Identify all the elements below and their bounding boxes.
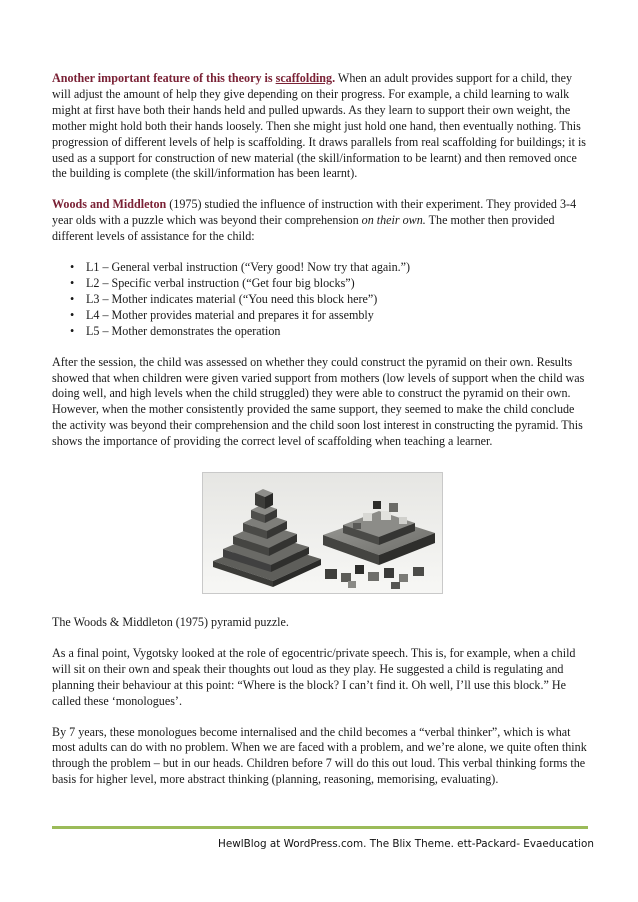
- level-text: L4 – Mother provides material and prepares it for assembly: [86, 307, 374, 322]
- assistance-levels-list: [52, 260, 592, 340]
- list-item: [70, 307, 592, 324]
- level-text: L1 – General verbal instruction (“Very good! Now try that again.”): [86, 260, 411, 275]
- list-item: [70, 291, 592, 308]
- bullet-icon: •: [70, 260, 75, 275]
- pyramid-puzzle-photo: [202, 472, 443, 594]
- verbal-thinker-paragraph: By 7 years, these monologues become internalised and the child becomes a “verbal thinker”, which is what most adults can do with no problem. When we are faced with a problem, and we’re alone, we quite often think through the problem – but in our heads. Children before 7 will do this out loud. This verbal thinking forms the basis for higher level, more abstract thinking (planning, reasoning, memorising, evaluating).: [52, 724, 587, 787]
- list-item: [70, 260, 592, 276]
- figure-container: [52, 472, 592, 594]
- woods-middleton-text-a: (1975) studied the influence of instruction with their experiment. They provided 3-4 year olds with a puzzle which was beyond their comprehension: [52, 197, 577, 228]
- level-text: L3 – Mother indicates material (“You need this block here”): [86, 291, 378, 306]
- level-text: L2 – Specific verbal instruction (“Get four big blocks”): [86, 275, 355, 290]
- bullet-icon: •: [70, 323, 75, 338]
- scaffolding-lead: Another important feature of this theory is: [52, 71, 276, 85]
- woods-middleton-emphasis: on their own.: [361, 213, 426, 228]
- results-paragraph: After the session, the child was assessed on whether they could construct the pyramid on their own. Results showed that when children were given varied support from mothers (low levels of support when the child was doing well, and high levels when the child struggled) they were able to construct the pyramid on their own. However, when the mother consistently provided the same support, they seemed to make the child conclude the activity was beyond their comprehension and the child soon lost interest in constructing the pyramid. This shows the importance of providing the correct level of scaffolding when teaching a learner.: [52, 354, 585, 449]
- bullet-icon: •: [70, 291, 75, 306]
- scaffolding-term: scaffolding: [275, 71, 333, 85]
- list-item: [70, 275, 592, 292]
- egocentric-speech-paragraph: As a final point, Vygotsky looked at the role of egocentric/private speech. This is, for example, when a child will sit on their own and speak their thoughts out loud as they play. He suggested a child is regulating and planning their behaviour at this point: “Where is the block? I can’t find it. Oh well, I’ll use this block.” He called these ‘monologues’.: [52, 645, 576, 708]
- bullet-icon: •: [70, 275, 75, 290]
- figure-caption: The Woods & Middleton (1975) pyramid puzzle.: [52, 615, 289, 630]
- woods-middleton-text-b: The mother then provided different levels of assistance for the child:: [52, 213, 555, 244]
- page-footer: HewlBlog at WordPress.com. The Blix Theme. ett-Packard- Evaeducation: [218, 838, 594, 850]
- scaffolding-text: When an adult provides support for a child, they will adjust the amount of help they give depending on their progress. For example, a child learning to walk might at first have both their hands held and pulled upwards. As they learn to support their own weight, the mother might hold both their hands loosely. Then she might just hold one hand, then eventually nothing. This progression of different levels of help is scaffolding. It draws parallels from real scaffolding for buildings; it is used as a support for construction of new material (the skill/information to be learnt) and then removed once the building is complete (the skill/information has been learnt).: [52, 71, 587, 181]
- level-text: L5 – Mother demonstrates the operation: [86, 323, 281, 338]
- bullet-icon: •: [70, 307, 75, 322]
- scaffolding-paragraph: [52, 71, 592, 182]
- scaffolding-lead-end: .: [332, 71, 336, 85]
- pyramid-puzzle-illustration: [203, 473, 442, 593]
- woods-middleton-paragraph: [52, 197, 592, 245]
- document-body: [52, 71, 592, 803]
- woods-middleton-lead: Woods and Middleton: [52, 197, 167, 212]
- footer-divider: [52, 826, 588, 829]
- list-item: [70, 323, 592, 340]
